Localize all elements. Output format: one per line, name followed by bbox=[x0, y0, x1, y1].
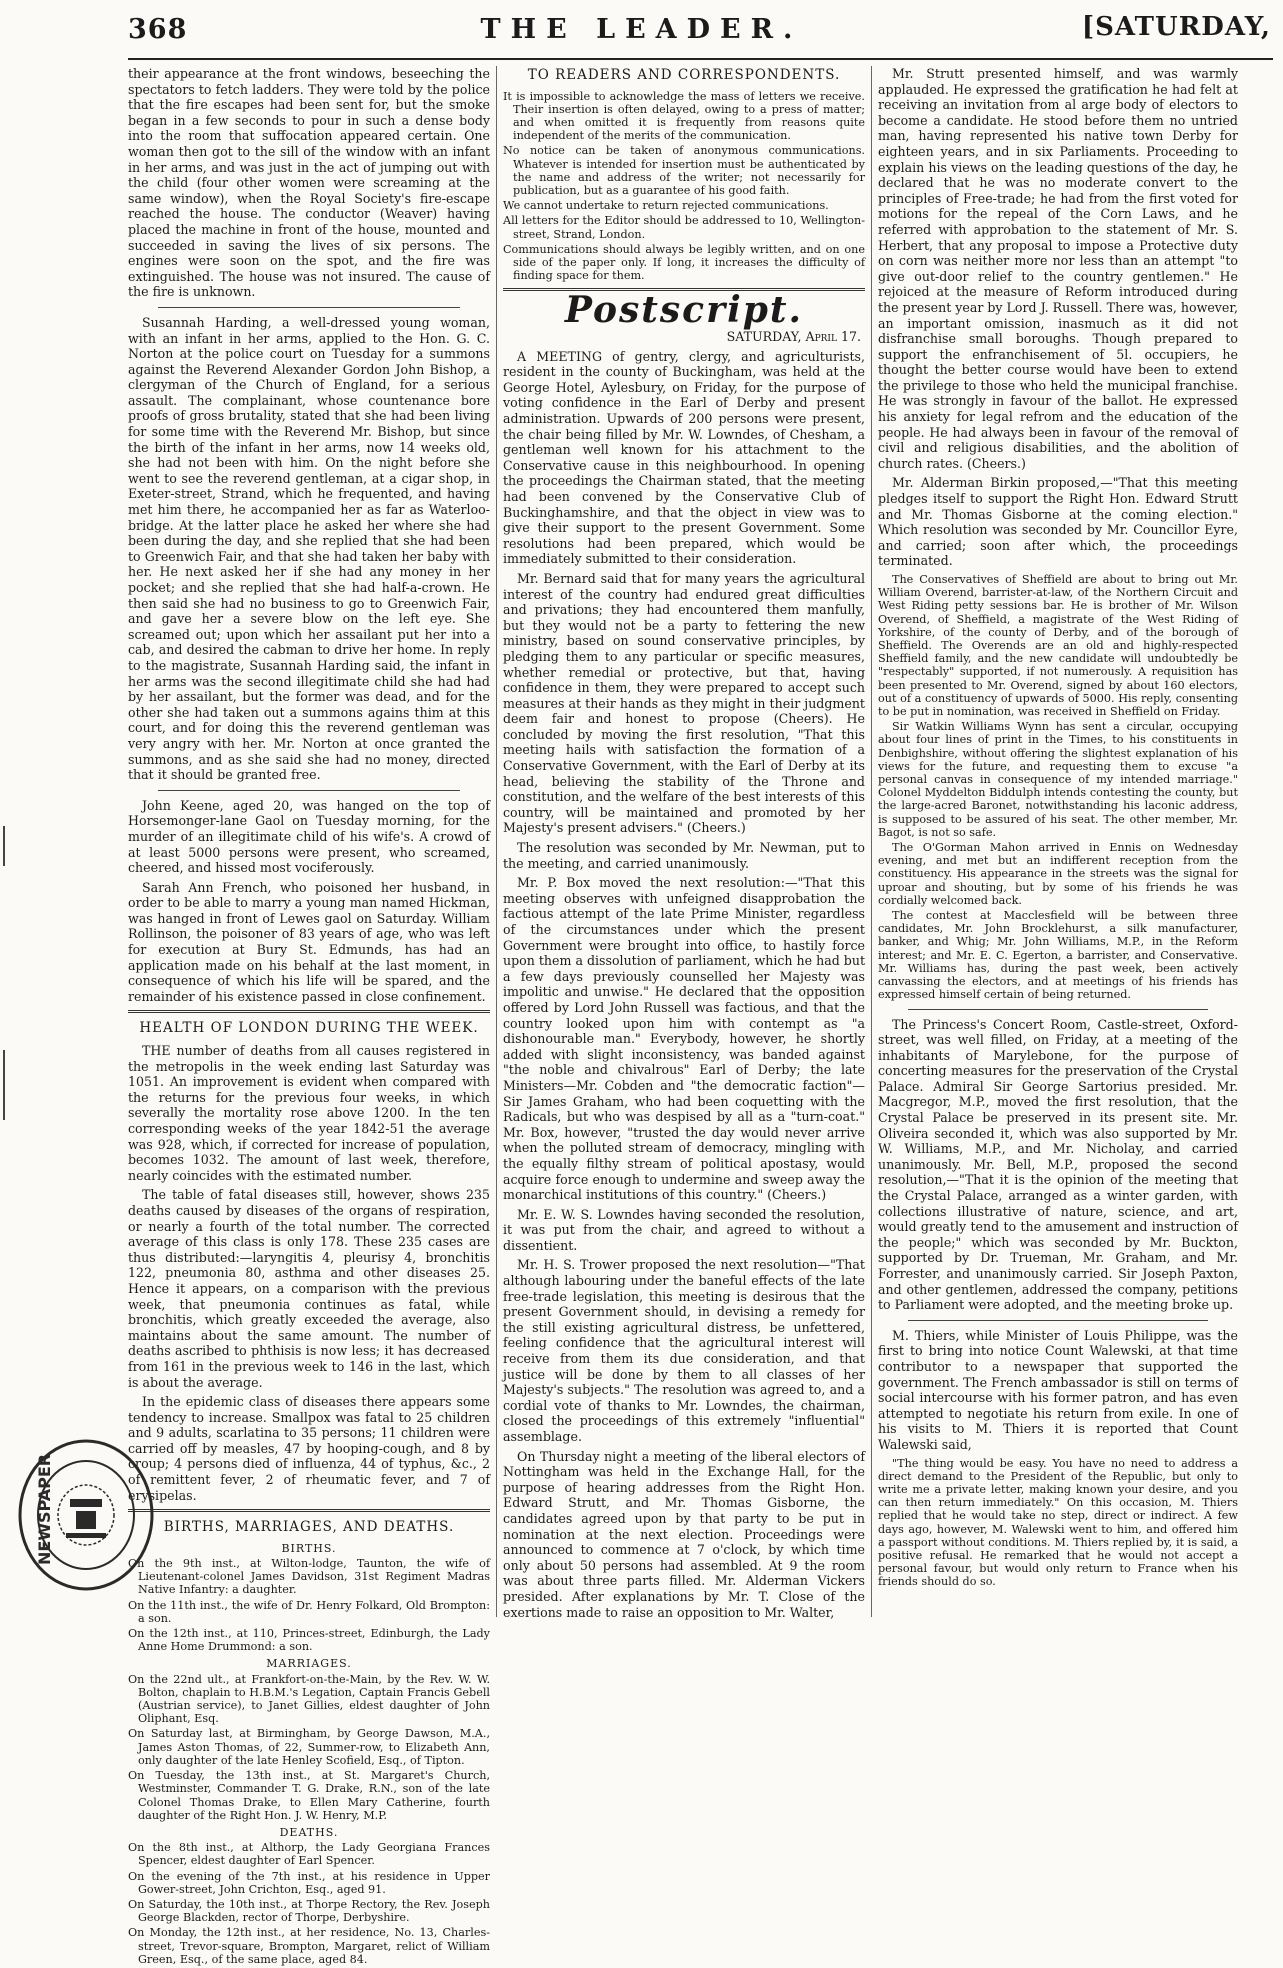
masthead bbox=[0, 0, 1283, 62]
postscript-paragraph: On Thursday night a meeting of the liberal electors of Nottingham was held in the Exchange Hall, for the purpose of hearing addresses from the Right Hon. Edward Strutt, and Mr. Thomas Gisborne, the candidates agreed upon by that party to be put in nomination at the next election. Proceedings were announced to commence at 7 o'clock, by which time only about 50 persons had assembled. At 9 the room was about three parts filled. Mr. Alderman Vickers presided. After explanations by Mr. T. Close of the exertions made to raise an opposition to Mr. Walter, bbox=[503, 1448, 865, 1620]
health-paragraph: The table of fatal diseases still, however, shows 235 deaths caused by diseases of the organs of respiration, or nearly a fourth of the total number. The corrected average of this class is only 178. These 235 cases are thus distributed:—laryngitis 4, pleurisy 4, bronchitis 122, pneumonia 80, asthma and other diseases 25. Hence it appears, on a comparison with the previous week, that pneumonia continues as fatal, while bronchitis, which greatly exceeded the average, also maintains about the same amount. The number of deaths ascribed to phthisis is now less; it has decreased from 161 in the previous week to 146 in the last, which is about the average. bbox=[128, 1187, 490, 1390]
article-paragraph: The O'Gorman Mahon arrived in Ennis on Wednesday evening, and met but an indifferent reception from the constituency. His appearance in the streets was the signal for uproar and shouting, but by some of his friends he was cordially welcomed back. bbox=[878, 841, 1238, 907]
marriage-notice: On the 22nd ult., at Frankfort-on-the-Main, by the Rev. W. W. Bolton, chaplain to H.B.M.'s Legation, Captain Francis Gebell (Austrian service), to Janet Gillies, eldest daughter of John Oliphant, Esq. bbox=[128, 1672, 490, 1726]
postscript-paragraph: The resolution was seconded by Mr. Newman, put to the meeting, and carried unanimously. bbox=[503, 840, 865, 871]
section-divider bbox=[158, 307, 460, 308]
article-paragraph: The Conservatives of Sheffield are about to bring out Mr. William Overend, barrister-at-law, of the Northern Circuit and West Riding petty sessions bar. He is brother of Mr. Wilson Overend, of Sheffield, a magistrate of the West Riding of Yorkshire, of the county of Derby, and of the borough of Sheffield. The Overends are an old and highly-respected Sheffield family, and the new candidate will undoubtedly be "respectably" supported, if not numerously. A requisition has been presented to Mr. Overend, signed by about 160 electors, out of a constituency of upwards of 5000. His reply, consenting to be put in nomination, was received in Sheffield on Friday. bbox=[878, 573, 1238, 719]
marriage-notice: On Tuesday, the 13th inst., at St. Margaret's Church, Westminster, Commander T. G. Drake, R.N., son of the late Colonel Thomas Drake, to Ellen Mary Catherine, fourth daughter of the Right Hon. J. W. Henry, M.P. bbox=[128, 1769, 490, 1822]
birth-notice: On the 12th inst., at 110, Princes-street, Edinburgh, the Lady Anne Home Drummond: a son. bbox=[128, 1627, 490, 1654]
notice-item: No notice can be taken of anonymous communications. Whatever is intended for insertion must be authenticated by the name and address of the writer; not necessarily for publication, but as a guarantee of his good faith. bbox=[503, 144, 865, 198]
health-heading: HEALTH OF LONDON DURING THE WEEK. bbox=[139, 1020, 479, 1037]
death-notice: On the 8th inst., at Althorp, the Lady Georgiana Frances Spencer, eldest daughter of Earl Spencer. bbox=[128, 1841, 490, 1868]
notice-item: It is impossible to acknowledge the mass of letters we receive. Their insertion is often delayed, owing to a press of matter; and when omitted it is frequently from reasons quite independent of the merits of the communication. bbox=[503, 89, 865, 143]
death-notice: On the evening of the 7th inst., at his residence in Upper Gower-street, John Crichton, Esq., aged 91. bbox=[128, 1869, 490, 1896]
article-harding: Susannah Harding, a well-dressed young woman, with an infant in her arms, applied to the Hon. G. C. Norton at the police court on Tuesday for a summons against the Reverend Alexander Gordon John Bishop, a clergyman of the Church of England, for a serious assault. The complainant, whose countenance bore proofs of gross brutality, stated that she had been living for some time with the Reverend Mr. Bishop, but since the birth of the infant in her arms, now 14 weeks old, she had not been with him. On the night before she went to see the reverend gentleman, at a cigar shop, in Exeter-street, Strand, which he frequented, and having met him there, he accompanied her as far as Waterloo-bridge. At the latter place he asked her where she had been during the day, and she replied that she had been to Greenwich Fair, and that she had taken her baby with her. He next asked her if she had any money in her pocket; and she replied that she had half-a-crown. He then said she had no business to go to Greenwich Fair, and gave her a severe blow on the left eye. She screamed out; upon which her assailant put her into a cab, and desired the cabman to drive her home. In reply to the magistrate, Susannah Harding said, the infant in her arms was the second illegitimate child she had had by her assailant, but the former was dead, and for the other she had taken out a summons agains thim at this court, and for doing this the reverend gentleman was very angry with her. Mr. Norton at once granted the summons, and as she said she had no money, directed that it should be granted free. bbox=[128, 314, 490, 783]
margin-mark bbox=[3, 1050, 11, 1120]
page-number: 368 bbox=[128, 14, 188, 45]
bmd-heading: BIRTHS, MARRIAGES, AND DEATHS. bbox=[163, 1519, 455, 1536]
column-divider bbox=[871, 66, 872, 1617]
paper-title: THE LEADER. bbox=[480, 14, 803, 45]
margin-mark bbox=[3, 826, 11, 866]
section-divider bbox=[158, 790, 460, 791]
dateline: SATURDAY, April 17. bbox=[726, 329, 861, 345]
readers-heading: TO READERS AND CORRESPONDENTS. bbox=[527, 67, 841, 83]
library-stamp bbox=[6, 1435, 156, 1595]
article-paragraph: Sir Watkin Williams Wynn has sent a circular, occupying about four lines of print in the Times, to his constituents in Denbighshire, without offering the slightest explanation of his views for the future, and requesting them to excuse "a personal canvas in consequence of my intended marriage." Colonel Myddelton Biddulph intends contesting the county, but the large-acred Baronet, notwithstanding his laconic address, is supposed to be assured of his seat. The other member, Mr. Bagot, is not so safe. bbox=[878, 720, 1238, 839]
marriages-heading: MARRIAGES. bbox=[266, 1657, 352, 1671]
notice-item: All letters for the Editor should be addressed to 10, Wellington-street, Strand, London. bbox=[503, 214, 865, 241]
section-divider bbox=[128, 1010, 490, 1013]
readers-notices bbox=[503, 90, 865, 283]
notice-item: We cannot undertake to return rejected communications. bbox=[503, 199, 829, 213]
article-paragraph: The contest at Macclesfield will be between three candidates, Mr. John Brocklehurst, a silk manufacturer, banker, and Whig; Mr. John Williams, M.P., in the Reform interest; and Mr. E. C. Egerton, a barrister, and Conservative. Mr. Williams has, during the past week, been actively canvassing the electors, and at meetings of his friends has expressed himself certain of being returned. bbox=[878, 909, 1238, 1002]
postscript-paragraph: Mr. H. S. Trower proposed the next resolution—"That although labouring under the baneful effects of the late free-trade legislation, this meeting is desirous that the present Government should, in devising a remedy for the still existing agricultural distress, be unfettered, feeling confidence that the agricultural interest will receive from them its due consideration, and that justice will be done by them to all classes of her Majesty's subjects." The resolution was agreed to, and a cordial vote of thanks to Mr. Lowndes, the chairman, closed the proceedings of this extremely "influential" assemblage. bbox=[503, 1257, 865, 1444]
stamp-lettering: NEWSPAPER bbox=[35, 1453, 54, 1565]
column-2 bbox=[503, 66, 865, 1624]
article-paragraph: Mr. Strutt presented himself, and was warmly applauded. He expressed the gratification he had felt at receiving an invitation from al arge body of electors to become a candidate. He stood before them no untried man, having represented his native town Derby for eighteen years, and in six Parliaments. Proceeding to explain his views on the leading questions of the day, he declared that he was no moderate convert to the principles of Free-trade; he had from the first voted for motions for the repeal of the Corn Laws, and he referred with approbation to the statement of Mr. S. Herbert, that any proposal to impose a Protective duty on corn was neither more nor less than an attempt "to give out-door relief to the country gentlemen." He rejoiced at the measure of Reform introduced during the present year by Lord J. Russell. There was, however, an important omission, inasmuch as it did not disfranchise small boroughs. Though prepared to support the enfranchisement of 5l. occupiers, he thought the better course would have been to extend the privilege to those who held the municipal franchise. He was strongly in favour of the ballot. He expressed his anxiety for legal refrom and the education of the people. He had always been in favour of the removal of civil and religious disabilities, and the abolition of church rates. (Cheers.) bbox=[878, 66, 1239, 471]
notice-item: Communications should always be legibly written, and on one side of the paper only. If long, it increases the difficulty of finding space for them. bbox=[503, 242, 865, 283]
column-3 bbox=[878, 66, 1238, 1591]
article-paragraph: The Princess's Concert Room, Castle-street, Oxford-street, was well filled, on Friday, at a meeting of the inhabitants of Marylebone, for the purpose of concerting measures for the preservation of the Crystal Palace. Admiral Sir George Sartorius presided. Mr. Macgregor, M.P., moved the first resolution, that the Crystal Palace be preserved in its present site. Mr. Oliveira seconded it, which was also supported by Mr. W. Williams, M.P., and Mr. Nicholay, and carried unanimously. Mr. Bell, M.P., proposed the second resolution,—"That it is the opinion of the meeting that the Crystal Palace, arranged as a winter garden, with collections illustrative of nature, science, and art, would greatly tend to the amusement and instruction of the people;" which was seconded by Mr. Buckton, supported by Dr. Trueman, Mr. Graham, and Mr. Forrester, and unanimously carried. Sir Joseph Paxton, and other gentlemen, addressed the company, petitions to Parliament were adopted, and the meeting broke up. bbox=[878, 1016, 1238, 1313]
stamp-seal-icon bbox=[6, 1435, 156, 1595]
postscript-paragraph: Mr. P. Box moved the next resolution:—"That this meeting observes with unfeigned disapprobation the factious attempt of the late Prime Minister, regardless of the circumstances under which the present Government were brought into office, to hastily force upon them a dissolution of parliament, which he had but a few days previously counselled her Majesty was impolitic and unwise." He declared that the opposition offered by Lord John Russell was factious, and that the country looked upon him with contempt as "a dishonourable man." Everybody, however, he shortly added with slight inconsistency, was banded against "the noble and chivalrous" Earl of Derby; the late Ministers—Mr. Cobden and "the democratic faction"—Sir James Graham, who had been coquetting with the Radicals, but who was despised by all as a "turn-coat." Mr. Box, however, "trusted the day would never arrive when the polluted stream of democracy, mingling with the equally filthy stream of political apostasy, would acquire force enough to undermine and sweep away the monarchical institutions of this country." (Cheers.) bbox=[503, 875, 866, 1203]
births-heading: BIRTHS. bbox=[281, 1541, 337, 1555]
death-notice: On Monday, the 12th inst., at her residence, No. 13, Charles-street, Trevor-square, Brompton, Margaret, relict of William Green, Esq., of the same place, aged 84. bbox=[128, 1926, 490, 1966]
article-keene: John Keene, aged 20, was hanged on the top of Horsemonger-lane Gaol on Tuesday morning, for the murder of an illegitimate child of his wife's. A crowd of at least 5000 persons were present, who screamed, cheered, and hissed most vociferously. bbox=[128, 797, 490, 876]
deaths-heading: DEATHS. bbox=[279, 1825, 339, 1839]
postscript-paragraph: A MEETING of gentry, clergy, and agriculturists, resident in the county of Buckingham, was held at the George Hotel, Aylesbury, on Friday, for the purpose of voting confidence in the Earl of Derby and present administration. Upwards of 200 persons were present, the chair being filled by Mr. W. Lowndes, of Chesham, a gentleman well known for his attachment to the Conservative cause in this neighbourhood. In opening the proceedings the Chairman stated, that the meeting had been convened by the Conservative Club of Buckinghamshire, and that the object in view was to give their support to the present Government. Some resolutions had been prepared, which would be immediately submitted to their consideration. bbox=[503, 348, 865, 567]
postscript-title: Postscript. bbox=[564, 289, 804, 332]
postscript-paragraph: Mr. Bernard said that for many years the agricultural interest of the country had endured great difficulties and privations; they had encountered them manfully, but they would not be a party to fettering the new ministry, based on sound conservative principles, by pledging them to any particular or specific measures, whether remedial or protective, but that, having confidence in them, they were prepared to accept such measures at their hands as they might in their judgment deem fair and honest to propose (Cheers). He concluded by moving the first resolution, "That this meeting hails with satisfaction the formation of a Conservative Government, with the Earl of Derby at its head, believing the stability of the Throne and constitution, and the welfare of the best interests of this country, will be maintained and promoted by her Majesty's present advisers." (Cheers.) bbox=[503, 570, 865, 836]
column-1 bbox=[128, 66, 490, 1968]
postscript-paragraph: Mr. E. W. S. Lowndes having seconded the resolution, it was put from the chair, and agreed to without a dissentient. bbox=[503, 1206, 865, 1253]
masthead-rule bbox=[128, 58, 1273, 60]
health-paragraph: THE number of deaths from all causes registered in the metropolis in the week ending last Saturday was 1051. An improvement is evident when compared with the returns for the previous four weeks, in which severally the mortality rose above 1200. In the ten corresponding weeks of the year 1842-51 the average was 928, which, if corrected for increase of population, becomes 1032. The amount of last week, therefore, nearly coincides with the estimated number. bbox=[128, 1043, 490, 1183]
section-divider bbox=[908, 1320, 1208, 1321]
article-paragraph: M. Thiers, while Minister of Louis Philippe, was the first to bring into notice Count Walewski, at that time contributor to a newspaper that supported the government. The French ambassador is still on terms of social intercourse with his former patron, and has even attempted to negotiate his return from exile. In one of his visits to M. Thiers it is reported that Count Walewski said, bbox=[878, 1327, 1238, 1452]
article-paragraph: "The thing would be easy. You have no need to address a direct demand to the President of the Republic, but only to write me a private letter, making known your desire, and you can then return immediately." On this occasion, M. Thiers replied that he would take no step, direct or indirect. A few days ago, however, M. Walewski went to him, and offered him a passport without conditions. M. Thiers replied by, it is said, a positive refusal. He remarked that he would not accept a personal favour, but would only return to France when his friends should do so. bbox=[878, 1456, 1238, 1589]
election-notes bbox=[878, 573, 1238, 1002]
section-divider bbox=[908, 1009, 1208, 1010]
death-notice: On Saturday, the 10th inst., at Thorpe Rectory, the Rev. Joseph George Blackden, rector of Thorpe, Derbyshire. bbox=[128, 1897, 490, 1925]
article-paragraph: Mr. Alderman Birkin proposed,—"That this meeting pledges itself to support the Right Hon. Edward Strutt and Mr. Thomas Gisborne at the coming election." Which resolution was seconded by Mr. Councillor Eyre, and carried; soon after which, the proceedings terminated. bbox=[878, 475, 1238, 569]
section-divider bbox=[128, 1509, 490, 1512]
article-fire: their appearance at the front windows, beseeching the spectators to fetch ladders. They were told by the police that the fire escapes had been sent for, but the smoke began in a few seconds to pour in such a dense body into the room that suffocation appeared certain. One woman then got to the sill of the window with an infant in her arms, and was just in the act of jumping out with the child (four other women were screaming at the same window), when the Royal Society's fire-escape reached the house. The conductor (Weaver) having placed the machine in front of the house, mounted and succeeded in saving the lives of six persons. The engines were soon on the spot, and the fire was extinguished. The house was not insured. The cause of the fire is unknown. bbox=[128, 66, 490, 300]
bmd-notices bbox=[128, 1542, 490, 1966]
birth-notice: On the 11th inst., the wife of Dr. Henry Folkard, Old Brompton: a son. bbox=[128, 1598, 490, 1625]
date-label: [SATURDAY, bbox=[1081, 12, 1271, 42]
column-divider bbox=[496, 66, 497, 1617]
health-paragraph: In the epidemic class of diseases there appears some tendency to increase. Smallpox was fatal to 25 children and 9 adults, scarlatina to 35 persons; 11 children were carried off by measles, 47 by hooping-cough, and 8 by croup; 4 persons died of influenza, 44 of typhus, &c., 2 of remittent fever, 2 of rheumatic fever, and 7 of erysipelas. bbox=[128, 1394, 490, 1503]
article-french: Sarah Ann French, who poisoned her husband, in order to be able to marry a young man named Hickman, was hanged in front of Lewes gaol on Saturday. William Rollinson, the poisoner of 83 years of age, who was left for execution at Bury St. Edmunds, has had an application made on his behalf at the last moment, in consequence of which his life will be spared, and the remainder of his existence passed in close confinement. bbox=[128, 879, 490, 1004]
birth-notice: On the 9th inst., at Wilton-lodge, Taunton, the wife of Lieutenant-colonel James Davidson, 31st Regiment Madras Native Infantry: a daughter. bbox=[128, 1557, 490, 1597]
marriage-notice: On Saturday last, at Birmingham, by George Dawson, M.A., James Aston Thomas, of 22, Summer-row, to Elizabeth Ann, only daughter of the late Henley Scofield, Esq., of Tipton. bbox=[128, 1727, 490, 1767]
